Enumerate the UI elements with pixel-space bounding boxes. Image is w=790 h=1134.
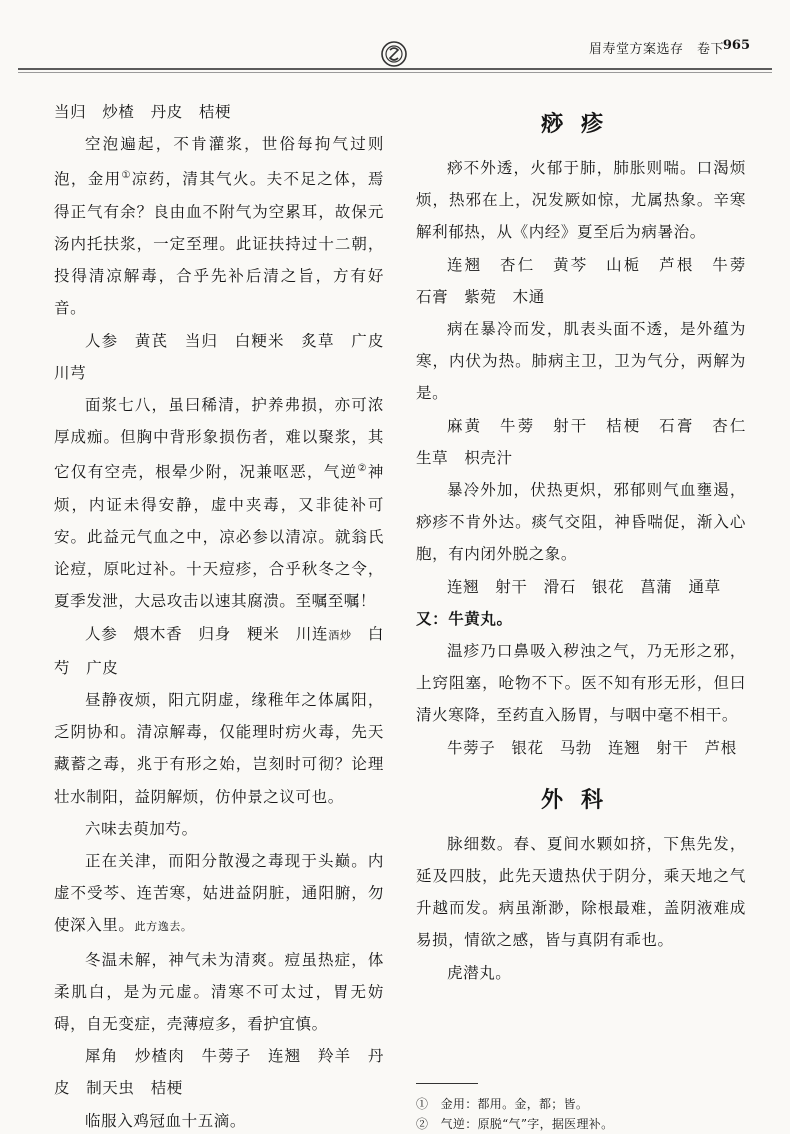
- case-paragraph: 昼静夜烦，阳亢阴虚，缘稚年之体属阳，乏阴协和。清凉解毒，仅能理时疠火毒，先天藏蓄之毒，兆于有形之始，岂刻时可彻？论理壮水制阳，益阴解烦，仿仲景之议可也。: [54, 690, 384, 806]
- footnote: ② 气逆：原脱“气”字，据医理补。: [416, 1117, 614, 1131]
- page-header: [0, 28, 790, 80]
- case-paragraph: 痧不外透，火郁于肺，肺胀则喘。口渴烦烦，热邪在上，况发厥如惊，尤属热象。辛寒解利郁热，从《内经》夏至后为病暑治。: [416, 159, 746, 242]
- running-head: 眉寿堂方案选存 卷下: [588, 42, 724, 57]
- annotation-note: 此方逸去。: [134, 920, 193, 934]
- section-title: 痧疹: [540, 111, 621, 137]
- prescription-line: 虎潜丸。: [447, 963, 512, 982]
- section-title: 外科: [540, 786, 621, 813]
- text-run: 凉药，清其气火。夫不足之体，焉得正气有余？良由血不附气为空累耳，故保元汤内托扶浆，一定至理。此证扶持过十二朝，投得清凉解毒，合乎先补后清之旨，方有好音。: [54, 170, 384, 318]
- prescription-line: 人参 黄芪 当归 白粳米 炙草 广皮 川芎: [54, 331, 401, 382]
- footnote-rule: [416, 1083, 478, 1084]
- prescription-line: 连翘 射干 滑石 银花 菖蒲 通草: [447, 577, 721, 596]
- case-paragraph: 冬温未解，神气未为清爽。痘虽热症，体柔肌白，是为元虚。清寒不可太过，胃无妨碍，自无变症，壳薄痘多，看护宜慎。: [54, 950, 384, 1033]
- text-run: 正在关津，而阳分散漫之毒现于头巅。内虚不受芩、连苦寒，姑进益阴脏，通阳腑，勿使深入里。: [54, 851, 384, 935]
- text-run: 面浆七八，虽曰稀清，护养弗损，亦可浓厚成痂。但胸中背形象损伤者，难以聚浆，其它仅有空壳，根晕少附，况兼呕恶，气逆: [54, 395, 384, 482]
- case-paragraph: 暴冷外加，伏热更炽，邪郁则气血壅遏，痧疹不肯外达。痰气交阻，神昏喘促，渐入心胞，有内闭外脱之象。: [416, 481, 746, 564]
- prescription-line: 连翘 杏仁 黄芩 山栀 芦根 牛蒡 石膏 紫菀 木通: [416, 255, 763, 306]
- prescription-line: 麻黄 牛蒡 射干 桔梗 石膏 杏仁 生草 枳壳汁: [416, 416, 763, 467]
- text-run: 空泡遍起，不肯灌浆，世俗每拘气过则泡，金用: [54, 135, 384, 189]
- header-rule-thin: [18, 72, 772, 73]
- publisher-logo-icon: [380, 40, 408, 68]
- case-paragraph: [54, 128, 384, 324]
- case-paragraph: 脉细数。春、夏间水颗如挤，下焦先发，延及四肢，此先天遗热伏于阴分，乘天地之气升越而发。病虽渐渺，除根最难，盖阴液难成易损，情欲之感，皆与真阴有乖也。: [416, 834, 746, 950]
- case-paragraph: 温疹乃口鼻吸入秽浊之气，乃无形之邪，上窍阻塞，呛物不下。医不知有形无形，但曰清火寒降，至药直入肠胃，与咽中毫不相干。: [416, 642, 746, 725]
- prescription-line: 又：牛黄丸。: [416, 608, 513, 628]
- prescription-line: 牛蒡子 银花 马勃 连翘 射干 芦根: [447, 738, 737, 757]
- annotation-note: 酒炒: [328, 628, 352, 642]
- page-number: 965: [722, 38, 750, 53]
- footnotes: [416, 1094, 746, 1134]
- left-column: [54, 96, 401, 1134]
- footnote: ① 金用：都用。金，都；皆。: [416, 1097, 589, 1111]
- case-paragraph: [54, 845, 384, 944]
- case-paragraph: [54, 389, 384, 618]
- case-paragraph: 病在暴冷而发，肌表头面不透，是外蕴为寒，内伏为热。肺病主卫，卫为气分，两解为是。: [416, 320, 746, 403]
- prescription-line: 六味去萸加芍。: [85, 819, 198, 838]
- prescription-line: [54, 618, 384, 684]
- prescription-line: 当归 炒楂 丹皮 桔梗: [54, 103, 232, 121]
- text-run: 白芍 广皮: [54, 624, 384, 677]
- case-paragraph: 临服入鸡冠血十五滴。: [85, 1111, 247, 1130]
- prescription-line: 犀角 炒楂肉 牛蒡子 连翘 羚羊 丹皮 制天虫 桔梗: [54, 1047, 384, 1098]
- text-run: 神烦，内证未得安静，虚中夹毒，又非徒补可安。此益元气血之中，凉必参以清凉。就翁氏论痘，原叱过补。十天痘疹，合乎秋冬之令，夏季发泄，大忌攻击以速其腐溃。至嘱至嘱！: [54, 463, 384, 611]
- right-column: [416, 96, 763, 989]
- header-rule: [18, 68, 772, 70]
- text-run: 人参 煨木香 归身 粳米 川连: [85, 624, 329, 643]
- footnote-marker: ①: [121, 170, 132, 182]
- footnote-marker: ②: [357, 463, 368, 475]
